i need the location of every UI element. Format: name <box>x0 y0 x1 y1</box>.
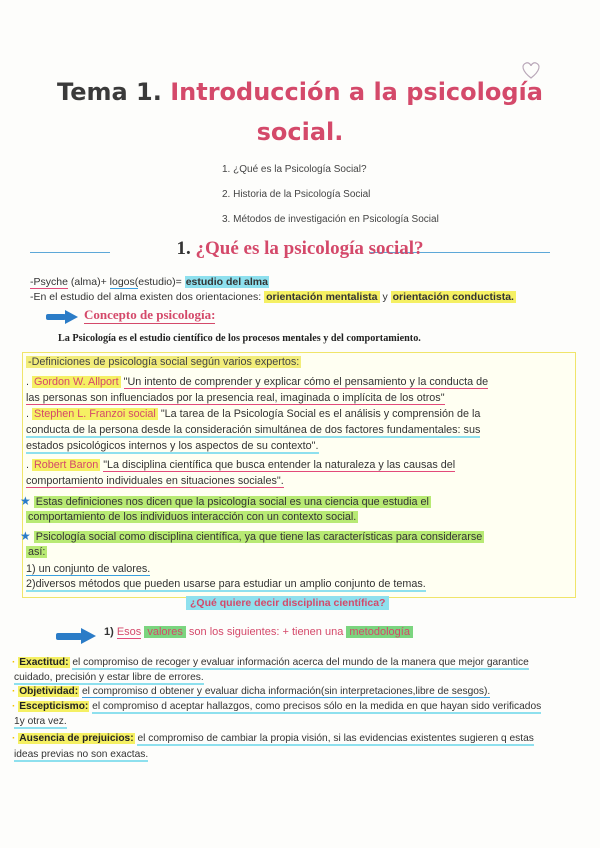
value-text: el compromiso d aceptar hallazgos, como precisos sólo en la medida en que hayan sido verificados <box>92 701 542 712</box>
arrow-right-icon <box>46 310 78 324</box>
franzoi-name: Stephen L. Franzoi social <box>34 408 156 420</box>
value-item-objetividad: · Objetividad: el compromiso d obtener y evaluar dicha información(sin interpretaciones,libre de sesgos). <box>12 686 491 697</box>
box-header-text: -Definiciones de psicología social según varios expertos: <box>28 356 300 368</box>
baron-line-2 <box>26 475 284 487</box>
value-item-exactitud-cont <box>14 672 204 683</box>
title-prefix: Tema 1. <box>57 78 162 106</box>
value-label: Exactitud: <box>19 657 69 668</box>
arrow-right-icon <box>56 628 96 644</box>
franzoi-text-1: "La tarea de la Psicología Social es el análisis y comprensión de la <box>160 408 481 420</box>
title-highlight-2: social. <box>256 118 344 146</box>
values-valores: valores <box>144 626 185 638</box>
orientation-conductista: orientación conductista. <box>392 291 514 303</box>
list-item-2 <box>26 578 426 590</box>
franzoi-line-3 <box>26 440 319 452</box>
alma-word: (alma)+ <box>70 276 107 288</box>
star-icon: ★ <box>20 529 31 543</box>
franzoi-text-2: conducta de la persona desde la consideración simultánea de dos factores fundamentales: sus <box>26 424 481 436</box>
values-son: son los siguientes: + tienen una <box>188 626 344 638</box>
allport-line-1: . Gordon W. Allport "Un intento de comprender y explicar cómo el pensamiento y la conducta de <box>26 376 489 388</box>
title-highlight-1: Introducción a la psicología <box>170 78 543 106</box>
star-line-1b <box>26 511 358 523</box>
page-title <box>0 78 600 106</box>
value-label: Ausencia de prejuicios: <box>19 733 134 744</box>
value-text: el compromiso d obtener y evaluar dicha información(sin interpretaciones,libre de sesgos). <box>81 686 491 697</box>
orientation-mentalista: orientación mentalista <box>266 291 378 303</box>
list-item-1 <box>26 563 150 575</box>
toc-item-2: 2. Historia de la Psicología Social <box>222 189 371 200</box>
values-esos: Esos <box>116 626 142 638</box>
toc-item-1: 1. ¿Qué es la Psicología Social? <box>222 164 367 175</box>
allport-text-1: "Un intento de comprender y explicar cómo el pensamiento y la conducta de <box>123 376 489 388</box>
orientations-and: y <box>382 291 388 303</box>
concept-heading: Concepto de psicología: <box>84 307 216 322</box>
psychology-definition: La Psicología es el estudio científico de los procesos mentales y del comportamiento. <box>58 333 421 344</box>
section-heading <box>0 238 600 260</box>
star-line-2b <box>26 546 47 558</box>
star2-text-2: así: <box>28 546 46 558</box>
heart-doodle-icon <box>520 60 542 80</box>
box-header <box>26 356 301 368</box>
value-item-exactitud: · Exactitud: el compromiso de recoger y evaluar información acerca del mundo de la manera que mejor garantice <box>12 657 529 668</box>
franzoi-line-2 <box>26 424 480 436</box>
item1-text: 1) un conjunto de valores. <box>26 563 151 575</box>
baron-name: Robert Baron <box>34 459 99 471</box>
allport-name: Gordon W. Allport <box>34 376 119 388</box>
question-banner: ¿Qué quiere decir disciplina científica? <box>186 596 389 610</box>
value-text-cont: cuidado, precisión y estar libre de errores. <box>14 672 204 683</box>
page-title-line-2 <box>0 118 600 146</box>
value-label: Objetividad: <box>19 686 79 697</box>
etymology-result: estudio del alma <box>185 276 268 288</box>
star-line-2 <box>20 529 484 543</box>
allport-text-2: las personas son influenciados por la presencia real, imaginada o implícita de los otros" <box>26 392 445 404</box>
toc-item-3: 3. Métodos de investigación en Psicología Social <box>222 214 439 225</box>
values-heading <box>104 626 413 638</box>
franzoi-text-3: estados psicológicos internos y los aspectos de su contexto". <box>26 440 319 452</box>
baron-text-2: comportamiento individuales en situaciones sociales". <box>26 475 284 487</box>
allport-line-2 <box>26 392 445 404</box>
star-icon: ★ <box>20 494 31 508</box>
star-line-1 <box>20 494 431 508</box>
value-item-prejuicios-cont <box>14 749 148 760</box>
item2-text: 2)diversos métodos que pueden usarse para estudiar un amplio conjunto de temas. <box>26 578 426 590</box>
logos-word: logos( <box>109 276 139 288</box>
value-text-cont: ideas previas no son exactas. <box>14 749 149 760</box>
star1-text-2: comportamiento de los individuos interacción con un contexto social. <box>28 511 357 523</box>
value-text: el compromiso de recoger y evaluar información acerca del mundo de la manera que mejor garantice <box>72 657 529 668</box>
orientations-line <box>30 291 516 303</box>
section-number: 1. <box>176 238 191 259</box>
baron-text-1: "La disciplina científica que busca entender la naturaleza y las causas del <box>103 459 456 471</box>
estudio-word: estudio)= <box>138 276 182 288</box>
section-title: ¿Qué es la psicología social? <box>195 238 424 259</box>
franzoi-line-1: . Stephen L. Franzoi social "La tarea de la Psicología Social es el análisis y comprensión de la <box>26 408 481 420</box>
values-metodologia: metodología <box>346 626 413 638</box>
value-item-escepticismo-cont <box>14 716 67 727</box>
etymology-line <box>30 276 269 288</box>
values-number: 1) <box>104 626 114 638</box>
value-label: Escepticismo: <box>19 701 89 712</box>
psyche-word: -Psyche <box>30 276 68 288</box>
baron-line-1: . Robert Baron "La disciplina científica que busca entender la naturaleza y las causas del <box>26 459 456 471</box>
star2-text-1: Psicología social como disciplina científica, ya que tiene las características para considerarse <box>35 531 483 543</box>
value-item-escepticismo: · Escepticismo: el compromiso d aceptar hallazgos, como precisos sólo en la medida en que hayan sido verificados <box>12 701 542 712</box>
orientations-lead: -En el estudio del alma existen dos orientaciones: <box>30 291 262 303</box>
value-text-cont: 1y otra vez. <box>14 716 67 727</box>
value-text: el compromiso de cambiar la propia visión, si las evidencias existentes sugieren q estas <box>137 733 534 744</box>
value-item-prejuicios: · Ausencia de prejuicios: el compromiso de cambiar la propia visión, si las evidencias existentes sugieren q estas <box>12 733 534 744</box>
star1-text-1: Estas definiciones nos dicen que la psicología social es una ciencia que estudia el <box>35 496 429 508</box>
